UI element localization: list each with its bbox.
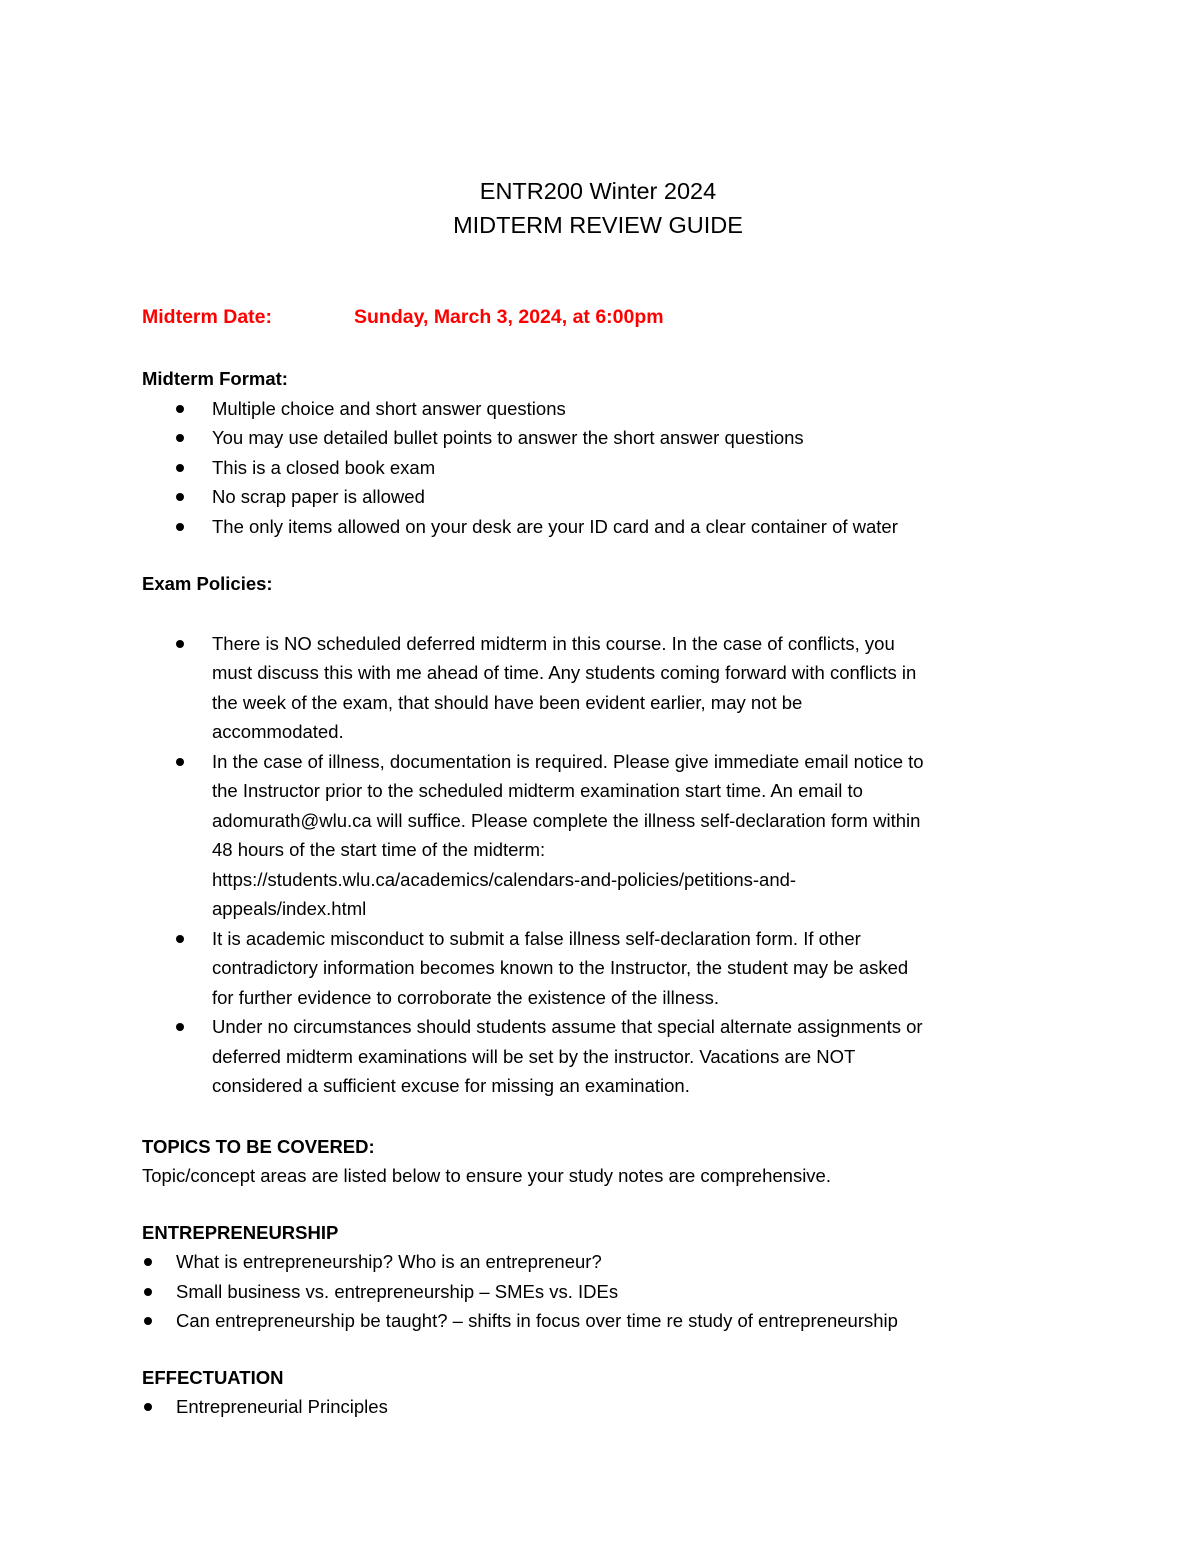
bullet-icon bbox=[176, 758, 184, 766]
policy-link[interactable]: https://students.wlu.ca/academics/calendars-and-policies/petitions-and- bbox=[212, 868, 797, 890]
list-item: Small business vs. entrepreneurship – SMEs vs. IDEs bbox=[142, 1277, 1062, 1307]
document-title-block bbox=[140, 174, 1056, 242]
list-item: No scrap paper is allowed bbox=[142, 482, 1062, 512]
bullet-icon bbox=[176, 1023, 184, 1031]
list-item: It is academic misconduct to submit a false illness self-declaration form. If other contradictory information becomes known to the Instructor, the student may be asked for further evidence to corroborate the existence of the illness. bbox=[142, 924, 1062, 1013]
entrepreneurship-heading: ENTREPRENEURSHIP bbox=[142, 1221, 339, 1243]
midterm-date-row bbox=[142, 306, 1062, 336]
bullet-icon bbox=[176, 493, 184, 501]
list-item: Can entrepreneurship be taught? – shifts in focus over time re study of entrepreneurship bbox=[142, 1306, 1062, 1336]
effectuation-list bbox=[142, 1392, 1062, 1422]
format-list bbox=[142, 394, 1062, 542]
topics-heading: TOPICS TO BE COVERED: bbox=[142, 1135, 375, 1157]
bullet-icon bbox=[176, 405, 184, 413]
bullet-icon bbox=[176, 935, 184, 943]
bullet-icon bbox=[144, 1317, 152, 1325]
list-item: This is a closed book exam bbox=[142, 453, 1062, 483]
bullet-icon bbox=[176, 464, 184, 472]
bullet-icon bbox=[176, 523, 184, 531]
effectuation-heading: EFFECTUATION bbox=[142, 1366, 284, 1388]
entrepreneurship-list bbox=[142, 1247, 1062, 1336]
bullet-icon bbox=[144, 1288, 152, 1296]
midterm-date-value: Sunday, March 3, 2024, at 6:00pm bbox=[354, 306, 664, 328]
list-item: Entrepreneurial Principles bbox=[142, 1392, 1062, 1422]
topics-intro: Topic/concept areas are listed below to ensure your study notes are comprehensive. bbox=[142, 1165, 831, 1186]
list-item: There is NO scheduled deferred midterm in this course. In the case of conflicts, you must discuss this with me ahead of time. Any students coming forward with conflicts in the week of the exam, that should have been evident earlier, may not be accommodated. bbox=[142, 629, 1062, 747]
guide-title: MIDTERM REVIEW GUIDE bbox=[453, 212, 743, 238]
format-heading: Midterm Format: bbox=[142, 368, 288, 389]
course-title: ENTR200 Winter 2024 bbox=[479, 178, 717, 204]
bullet-icon bbox=[176, 640, 184, 648]
list-item: What is entrepreneurship? Who is an entrepreneur? bbox=[142, 1247, 1062, 1277]
list-item: The only items allowed on your desk are your ID card and a clear container of water bbox=[142, 512, 1062, 542]
bullet-icon bbox=[176, 434, 184, 442]
policy-link-cont[interactable]: appeals/index.html bbox=[212, 898, 367, 919]
policies-heading: Exam Policies: bbox=[142, 573, 273, 594]
policies-list bbox=[142, 629, 1062, 1101]
bullet-icon bbox=[144, 1403, 152, 1411]
bullet-icon bbox=[144, 1258, 152, 1266]
document-page bbox=[142, 174, 1062, 1422]
list-item: You may use detailed bullet points to answer the short answer questions bbox=[142, 423, 1062, 453]
list-item: Multiple choice and short answer questions bbox=[142, 394, 1062, 424]
midterm-date-label: Midterm Date: bbox=[142, 306, 273, 328]
list-item: In the case of illness, documentation is required. Please give immediate email notice to the Instructor prior to the scheduled midterm examination start time. An email to adomurath@wlu.ca will suffice. Please complete the illness self-declaration form within 48 hours of the start time of the midterm: https://students.wlu.ca/academics/calendars-and-policies/petitions-and- appeals/index.html bbox=[142, 747, 1062, 924]
list-item: Under no circumstances should students assume that special alternate assignments or deferred midterm examinations will be set by the instructor. Vacations are NOT considered a sufficient excuse for missing an examination. bbox=[142, 1012, 1062, 1101]
